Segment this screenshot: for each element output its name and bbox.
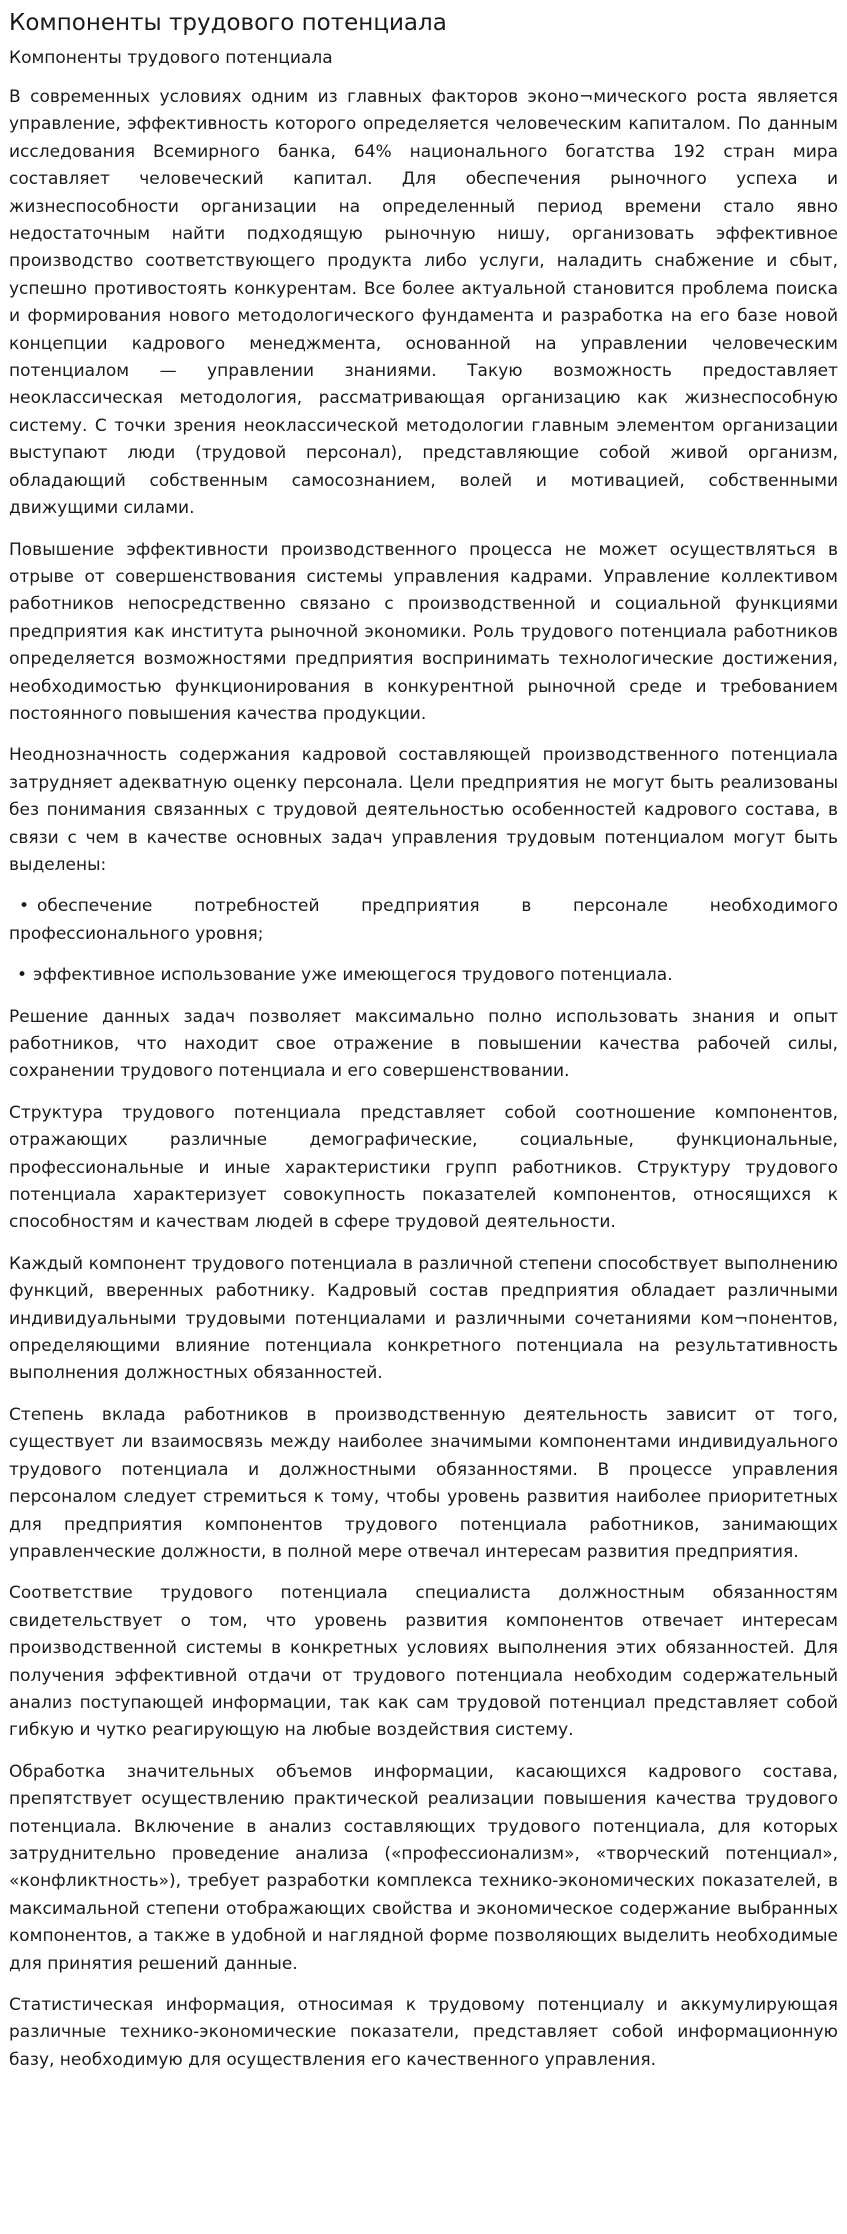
paragraph-7: Степень вклада работников в производственную деятельность зависит от того, существует ли взаимосвязь между наиболее значимыми компонентами индивидуального трудового потенциала и должностными обязанностями. В процессе управления персоналом следует стремиться к тому, чтобы уровень развития наиболее приоритетных для предприятия компонентов трудового потенциала работников, занимающих управленческие должности, в полной мере отвечал интересам развития предприятия. [9, 1404, 838, 1562]
paragraph-2: Повышение эффективности производственного процесса не может осуществляться в отрыве от совершенствования системы управления кадрами. Управление коллективом работников непосредственно связано с производственной и социальной функциями предприятия как института рыночной экономики. Роль трудового потенциала работников определяется возможностями предприятия воспринимать технологические достижения, необходимостью функционирования в конкурентной рыночной среде и требованием постоянного повышения качества продукции. [9, 539, 838, 724]
paragraph-3: Неоднозначность содержания кадровой составляющей производственного потенциала затрудняет адекватную оценку персонала. Цели предприятия не могут быть реализованы без понимания связанных с трудовой деятельностью особенностей кадрового состава, в связи с чем в качестве основных задач управления трудовым потенциалом могут быть выделены: [9, 745, 838, 875]
bullet-icon: • [17, 965, 28, 986]
paragraph-10: Статистическая информация, относимая к трудовому потенциалу и аккумулирующая различные технико-экономические показатели, представляет собой информационную базу, необходимую для осуществления его качественного управления. [9, 1995, 838, 2070]
paragraph-1: В современных условиях одним из главных факторов эконо¬мического роста является управление, эффективность которого определяется человеческим капиталом. По данным исследования Всемирного банка, 64% национального богатства 192 стран мира составляет человеческий капитал. Для обеспечения рыночного успеха и жизнеспособности организации на определенный период времени стало явно недостаточным найти подходящую рыночную нишу, организовать эффективное производство соответствующего продукта либо услуги, наладить снабжение и сбыт, успешно противостоять конкурентам. Все более актуальной становится проблема поиска и формирования нового методологического фундамента и разработка на его базе новой концепции кадрового менеджмента, основанной на управлении человеческим потенциалом — управлении знаниями. Такую возможность предоставляет неоклассическая методология, рассматривающая организацию как жизнеспособную систему. С точки зрения неоклассической методологии главным элементом организации выступают люди (трудовой персонал), представляющие собой живой организм, обладающий собственным самосознанием, волей и мотивацией, собственными движущими силами. [9, 87, 838, 519]
list-item-text: эффективное использование уже имеющегося трудового потенциала. [33, 965, 673, 986]
list-item [9, 962, 838, 989]
paragraph-6: Каждый компонент трудового потенциала в различной степени способствует выполнению функций, вверенных работнику. Кадровый состав предприятия обладает различными индивидуальными трудовыми потенциалами и различными сочетаниями ком¬понентов, определяющими влияние потенциала конкретного потенциала на результативность выполнения должностных обязанностей. [9, 1253, 838, 1384]
paragraph-8: Соответствие трудового потенциала специалиста должностным обязанностям свидетельствует о том, что уровень развития компонентов отвечает интересам производственной системы в конкретных условиях выполнения этих обязанностей. Для получения эффективной отдачи от трудового потенциала необходим содержательный анализ поступающей информации, так как сам трудовой потенциал представляет собой гибкую и чутко реагирующую на любые воздействия систему. [9, 1583, 838, 1741]
paragraph-5: Структура трудового потенциала представляет собой соотношение компонентов, отражающих различные демографические, социальные, функциональные, профессиональные и иные характеристики групп работников. Структуру трудового потенциала характеризует совокупность показателей компонентов, относящихся к способностям и качествам людей в сфере трудовой деятельности. [9, 1102, 838, 1233]
task-list [9, 893, 838, 989]
bullet-icon: • [19, 896, 30, 917]
paragraph-4: Решение данных задач позволяет максимально полно использовать знания и опыт работников, что находит свое отражение в повышении качества рабочей силы, сохранении трудового потенциала и его совершенствовании. [9, 1006, 838, 1082]
page-title: Компоненты трудового потенциала [9, 10, 447, 36]
paragraph-9: Обработка значительных объемов информации, касающихся кадрового состава, препятствует осуществлению практической реализации повышения качества трудового потенциала. Включение в анализ составляющих трудового потенциала, для которых затруднительно проведение анализа («профессионализм», «творческий потенциал», «конфликтность»), требует разработки комплекса технико-экономических показателей, в максимальной степени отображающих свойства и экономическое содержание выбранных компонентов, а также в удобной и наглядной форме позволяющих выделить необходимые для принятия решений данные. [9, 1761, 838, 1974]
list-item-text: обеспечение потребностей предприятия в персонале необходимого профессионального уровня; [9, 896, 838, 944]
list-item [9, 893, 838, 948]
page-subtitle: Компоненты трудового потенциала [9, 48, 333, 68]
